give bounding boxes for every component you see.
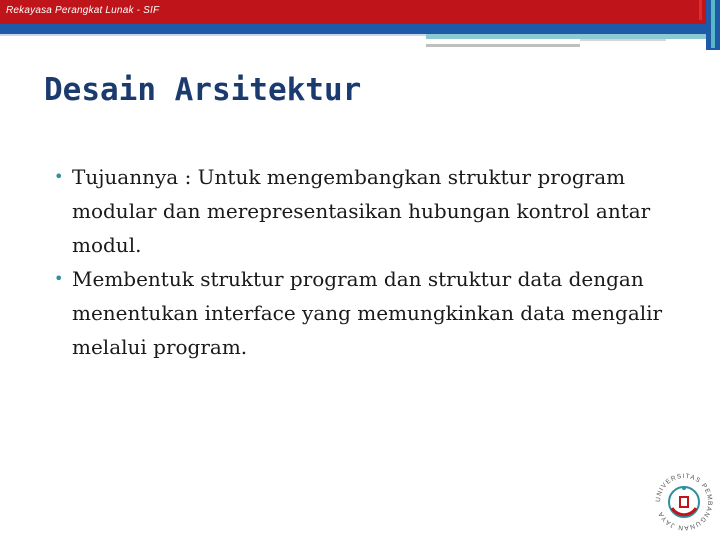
bullet-item [52, 160, 692, 262]
header-blue-stripe [0, 24, 706, 34]
logo-ring-text: UNIVERSITAS PEMBANGUNAN JAYA [654, 472, 714, 532]
edge-red-stripe [699, 0, 702, 20]
edge-teal-stripe [711, 0, 715, 48]
course-title: Rekayasa Perangkat Lunak - SIF [6, 5, 160, 16]
accent-gray-line [580, 39, 666, 41]
bullet-text: Membentuk struktur program dan struktur data dengan menentukan interface yang memungkinkan data mengalir melalui program. [72, 267, 663, 359]
accent-gray-line-2 [426, 44, 580, 47]
header-band [0, 0, 706, 24]
bullet-item [52, 262, 692, 364]
bullet-dot-icon: • [54, 269, 64, 288]
university-logo-icon [650, 468, 718, 536]
bullet-list [52, 160, 692, 364]
slide-title: Desain Arsitektur [44, 72, 362, 108]
bullet-dot-icon: • [54, 167, 64, 186]
bullet-text: Tujuannya : Untuk mengembangkan struktur program modular dan merepresentasikan hubungan kontrol antar modul. [72, 165, 651, 257]
